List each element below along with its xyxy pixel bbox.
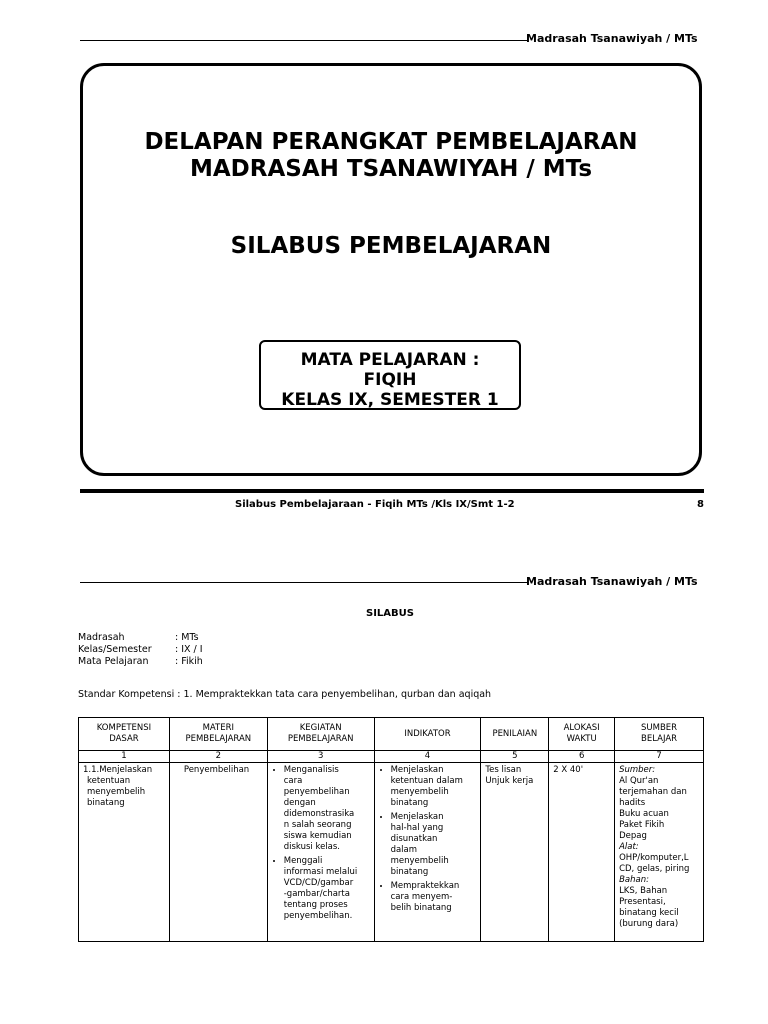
col-number: 2 [169, 751, 267, 763]
indikator-cell [374, 763, 481, 942]
list-item: • Mempraktekkan cara menyem- belih binatang [391, 881, 477, 914]
title-frame [80, 63, 702, 476]
col-number: 1 [79, 751, 170, 763]
silabus-heading: SILABUS [366, 608, 414, 619]
col-number: 5 [481, 751, 549, 763]
doc-title-line2: MADRASAH TSANAWIYAH / MTs [189, 156, 593, 182]
col-header: KOMPETENSI DASAR [79, 718, 170, 751]
info-row: Madrasah : MTs [78, 632, 199, 643]
col-number: 4 [374, 751, 481, 763]
info-row: Kelas/Semester : IX / I [78, 644, 203, 655]
list-item: • Menggali informasi melalui VCD/CD/gambar -gambar/charta tentang proses penyembelihan. [284, 856, 370, 922]
col-header: KEGIATAN PEMBELAJARAN [267, 718, 374, 751]
header-rule [80, 40, 528, 41]
col-header: INDIKATOR [374, 718, 481, 751]
header-rule-2 [80, 582, 528, 583]
page-number: 8 [697, 499, 704, 510]
list-item: • Menjelaskan hal-hal yang disunatkan dalam menyembelih binatang [391, 812, 477, 878]
class-semester: KELAS IX, SEMESTER 1 [281, 390, 499, 410]
page-header: Madrasah Tsanawiyah / MTs [526, 32, 698, 45]
doc-title-line1: DELAPAN PERANGKAT PEMBELAJARAN [144, 129, 638, 155]
table-row [79, 763, 704, 942]
col-number: 6 [549, 751, 615, 763]
table-header-row [79, 718, 704, 751]
col-header: ALOKASI WAKTU [549, 718, 615, 751]
page-footer: Silabus Pembelajaraan - Fiqih MTs /Kls IX/Smt 1-2 [235, 499, 515, 510]
list-item: • Menjelaskan ketentuan dalam menyembelih binatang [391, 765, 477, 809]
page-header-2: Madrasah Tsanawiyah / MTs [526, 575, 698, 588]
info-block [78, 632, 203, 668]
standar-kompetensi: Standar Kompetensi : 1. Mempraktekkan tata cara penyembelihan, qurban dan aqiqah [78, 689, 492, 700]
col-number: 3 [267, 751, 374, 763]
alokasi-cell: 2 X 40' [549, 763, 615, 942]
kompetensi-dasar-cell: 1.1.Menjelaskan ketentuan menyembelih binatang [79, 763, 170, 942]
col-header: MATERI PEMBELAJARAN [169, 718, 267, 751]
kegiatan-cell [267, 763, 374, 942]
col-number: 7 [615, 751, 704, 763]
penilaian-cell: Tes lisan Unjuk kerja [481, 763, 549, 942]
footer-rule [80, 489, 704, 493]
subject-label: MATA PELAJARAN : [300, 350, 480, 370]
col-header: SUMBER BELAJAR [615, 718, 704, 751]
info-row: Mata Pelajaran : Fikih [78, 656, 203, 667]
subject-box [259, 340, 521, 410]
col-header: PENILAIAN [481, 718, 549, 751]
silabus-title: SILABUS PEMBELAJARAN [230, 233, 552, 259]
column-number-row [79, 751, 704, 763]
subject-name: FIQIH [363, 370, 417, 390]
silabus-table [78, 717, 704, 942]
sumber-cell: Sumber: Al Qur'an terjemahan dan hadits Buku acuan Paket Fikih Depag Alat: OHP/komputer,L CD, gelas, piring Bahan: LKS, Bahan Presentasi, binatang kecil (burung dara) [615, 763, 704, 942]
list-item: • Menganalisis cara penyembelihan dengan didemonstrasika n salah seorang siswa kemudian diskusi kelas. [284, 765, 370, 853]
materi-cell: Penyembelihan [169, 763, 267, 942]
